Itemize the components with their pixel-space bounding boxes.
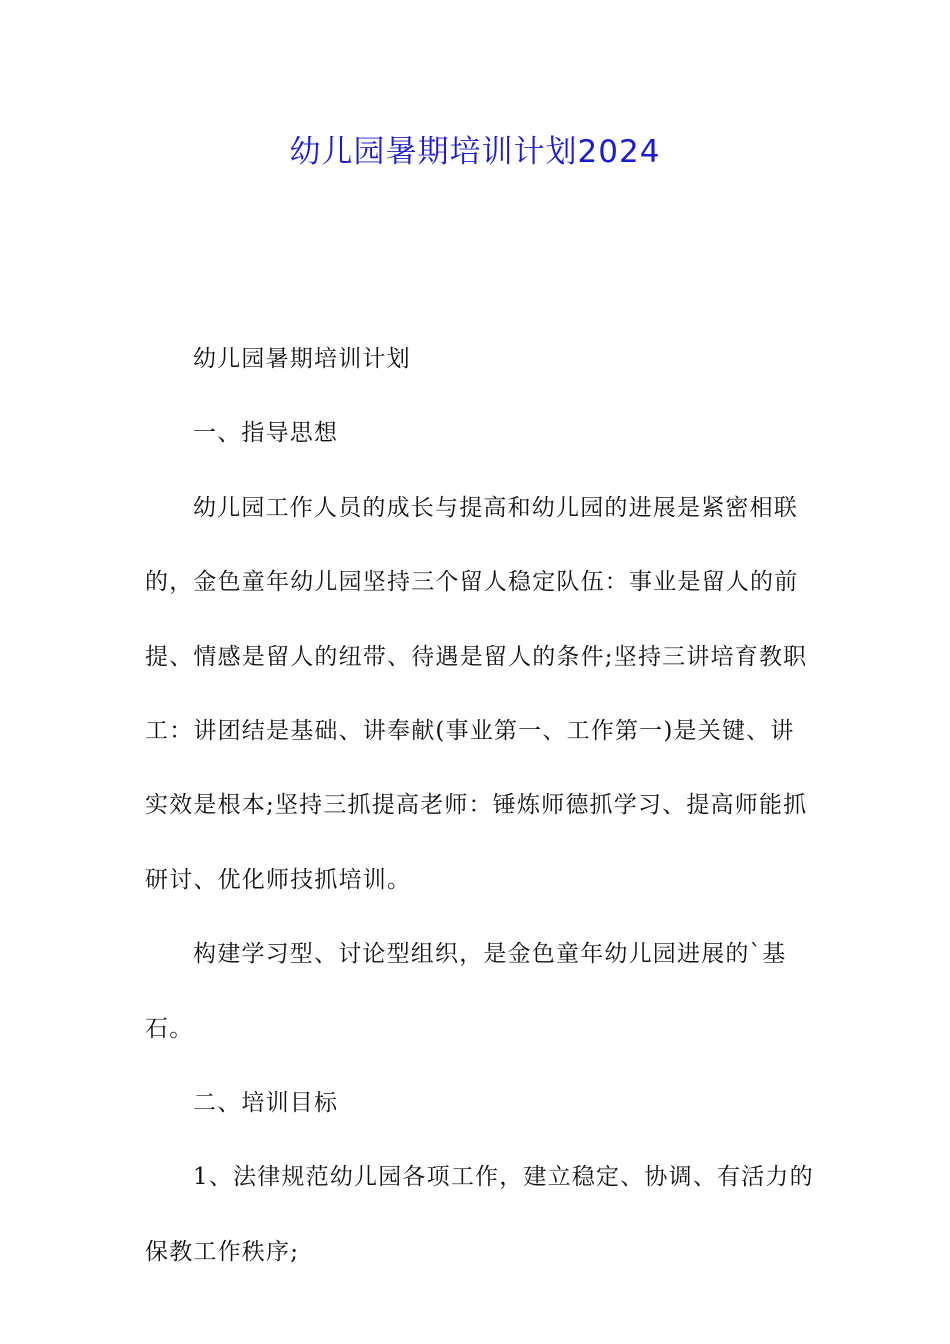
plan-heading: 幼儿园暑期培训计划 xyxy=(193,346,411,372)
section-title-training-goals: 二、培训目标 xyxy=(193,1090,339,1117)
paragraph-learning-organization: 构建学习型、讨论型组织，是金色童年幼儿园进展的`基石。 xyxy=(145,941,787,1042)
section-title-guiding-ideology: 一、指导思想 xyxy=(193,420,339,447)
list-item-goal-1: 1、法律规范幼儿园各项工作，建立稳定、协调、有活力的保教工作秩序; xyxy=(145,1164,814,1265)
paragraph-guiding-ideology: 幼儿园工作人员的成长与提高和幼儿园的进展是紧密相联的，金色童年幼儿园坚持三个留人稳定队伍：事业是留人的前提、情感是留人的纽带、待遇是留人的条件;坚持三讲培育教职工：讲团结是基础、讲奉献(事业第一、工作第一)是关键、讲实效是根本;坚持三抓提高老师：锤炼师德抓学习、提高师能抓研讨、优化师技抓培训。 xyxy=(145,494,808,893)
document-title: 幼儿园暑期培训计划2024 xyxy=(289,134,661,170)
document-body xyxy=(145,322,815,1289)
